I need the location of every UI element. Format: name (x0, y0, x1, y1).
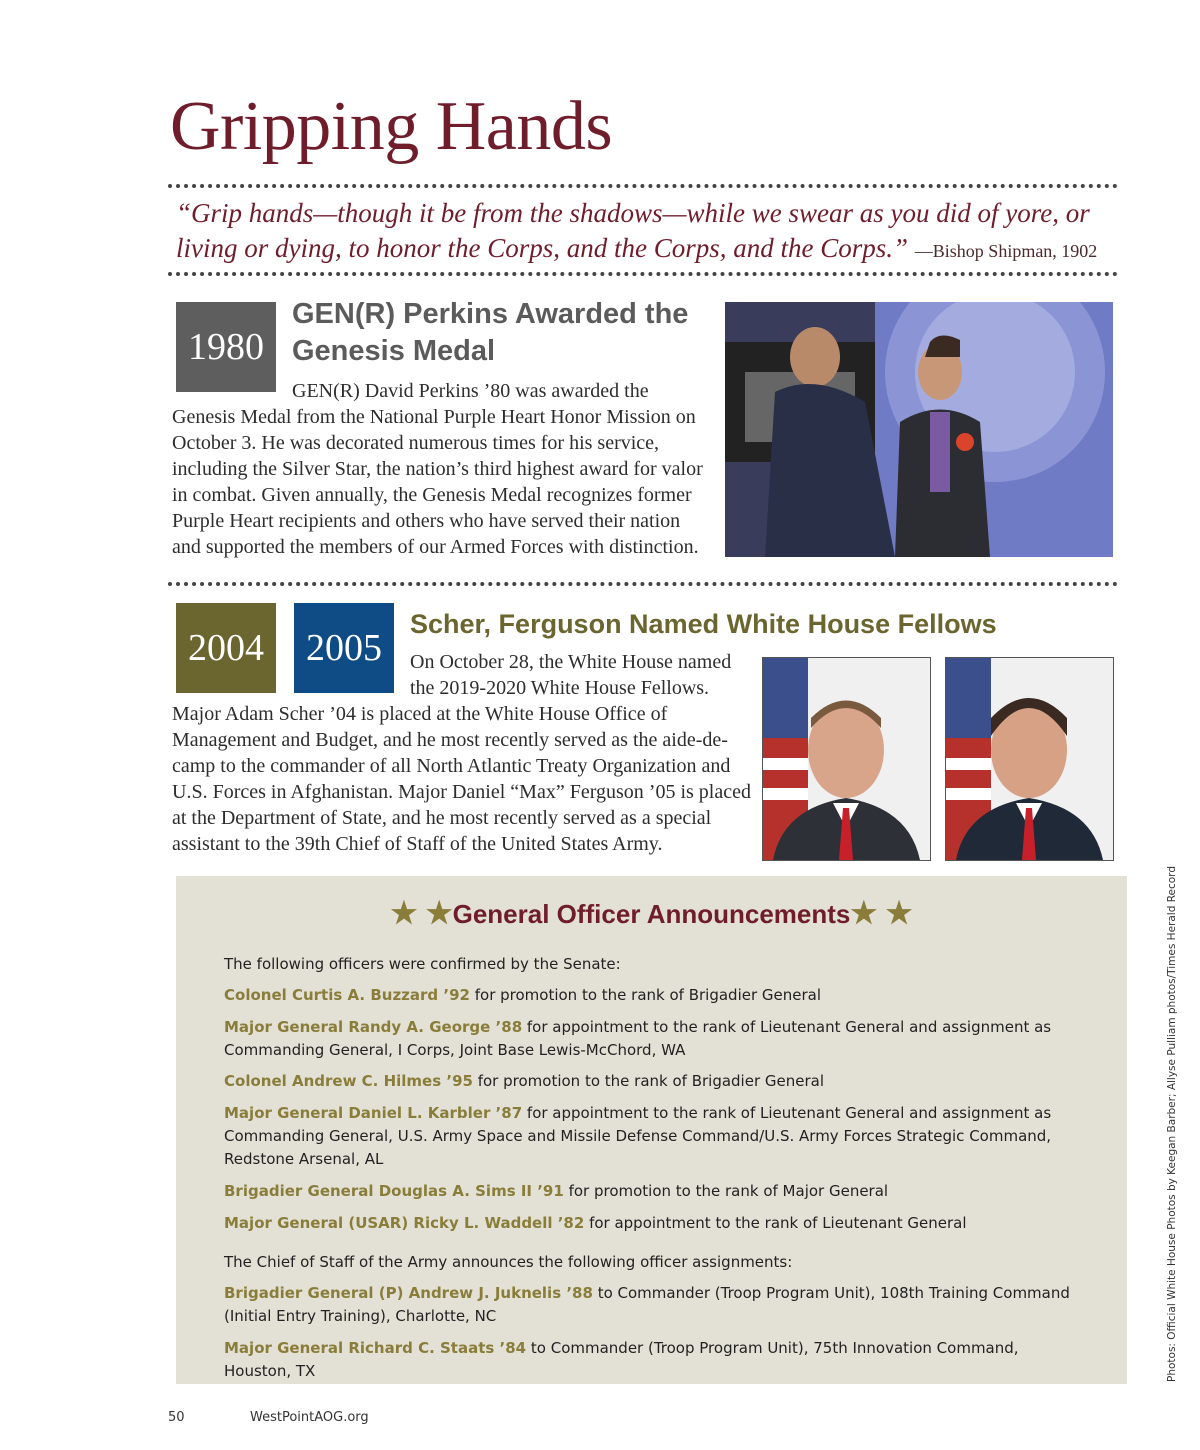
officer-name: Major General Richard C. Staats ’84 (224, 1339, 527, 1357)
announcements-title: General Officer Announcements (452, 899, 851, 929)
officer-detail: to Commander (Troop Program Unit), 75th Innovation Command, Houston, TX (224, 1339, 1019, 1380)
story2-headline: Scher, Ferguson Named White House Fellows (410, 609, 997, 639)
story1-body: GEN(R) David Perkins ’80 was awarded the Genesis Medal from the National Purple Heart Honor Mission on October 3. He was decorated numerous times for his service, including the Silver Star, the nation’s third highest award for valor in combat. Given annually, the Genesis Medal recognizes former Purple Heart recipients and others who have served their nation and supported the members of our Armed Forces with distinction. (172, 380, 703, 558)
site-url: WestPointAOG.org (250, 1410, 369, 1425)
genesis-medal-photo (725, 302, 1113, 557)
list-item (224, 1180, 1084, 1203)
divider (168, 582, 1118, 586)
list-item (224, 1070, 1084, 1093)
story2-body (172, 649, 752, 857)
list-item (224, 984, 1084, 1007)
officer-name: Colonel Andrew C. Hilmes ’95 (224, 1072, 473, 1090)
officer-detail: for appointment to the rank of Lieutenant General and assignment as Commanding General, I Corps, Joint Base Lewis-McChord, WA (224, 1018, 1052, 1059)
epigraph-quote: “Grip hands—though it be from the shadows—while we swear as you did of yore, or living or dying, to honor the Corps, and the Corps, and the Corps.” (176, 198, 1090, 263)
year-badge-1980: 1980 (176, 302, 276, 392)
officer-detail: to Commander (Troop Program Unit), 108th Training Command (Initial Entry Training), Charlotte, NC (224, 1284, 1070, 1325)
officer-detail: for appointment to the rank of Lieutenant General (584, 1214, 967, 1232)
year-badge-2005: 2005 (294, 603, 394, 693)
list-item (224, 1337, 1084, 1383)
senate-intro: The following officers were confirmed by the Senate: (224, 955, 621, 973)
general-officer-announcements (176, 876, 1127, 1384)
story2-body-text: On October 28, the White House named the 2019-2020 White House Fellows. Major Adam Scher ’04 is placed at the White House Office of Management and Budget, and he most recently served as the aide-de-camp to the commander of all North Atlantic Treaty Organization and U.S. Forces in Afghanistan. Major Daniel “Max” Ferguson ’05 is placed at the Department of State, and he most recently served as a special assistant to the 39th Chief of Staff of the United States Army. (172, 651, 751, 855)
officer-name: Brigadier General Douglas A. Sims II ’91 (224, 1182, 564, 1200)
divider (168, 272, 1118, 276)
officer-detail: for promotion to the rank of Brigadier General (472, 1072, 825, 1090)
page-title: Gripping Hands (170, 88, 613, 165)
officer-name: Major General Daniel L. Karbler ’87 (224, 1104, 523, 1122)
epigraph (176, 196, 1106, 269)
announcements-heading (176, 896, 1127, 931)
star-icon: ★ ★ (850, 897, 913, 930)
list-item (224, 1016, 1084, 1062)
portrait-scher (762, 657, 931, 861)
year-badge-2004: 2004 (176, 603, 276, 693)
photo-credit: Photos: Official White House Photos by Keegan Barber; Allyse Pulliam photos/Times Herald Record (1166, 866, 1178, 1382)
epigraph-attribution: —Bishop Shipman, 1902 (914, 241, 1098, 261)
list-item (224, 1212, 1084, 1235)
list-item (224, 1102, 1084, 1171)
officer-detail: for appointment to the rank of Lieutenant General and assignment as Commanding General, U.S. Army Space and Missile Defense Command/U.S. Army Forces Strategic Command, Redstone Arsenal, AL (224, 1104, 1052, 1168)
officer-detail: for promotion to the rank of Brigadier General (469, 986, 822, 1004)
divider (168, 184, 1118, 188)
page-number: 50 (168, 1410, 185, 1425)
list-item (224, 1282, 1084, 1328)
portrait-ferguson (945, 657, 1114, 861)
officer-name: Major General Randy A. George ’88 (224, 1018, 523, 1036)
assignments-intro: The Chief of Staff of the Army announces the following officer assignments: (224, 1253, 793, 1271)
officer-name: Brigadier General (P) Andrew J. Juknelis ’88 (224, 1284, 593, 1302)
officer-name: Colonel Curtis A. Buzzard ’92 (224, 986, 470, 1004)
star-icon: ★ ★ (390, 897, 453, 930)
officer-name: Major General (USAR) Ricky L. Waddell ’82 (224, 1214, 585, 1232)
story1-headline: GEN(R) Perkins Awarded the Genesis Medal (292, 298, 689, 367)
text-wrap-spacer (172, 649, 410, 701)
officer-detail: for promotion to the rank of Major General (563, 1182, 889, 1200)
